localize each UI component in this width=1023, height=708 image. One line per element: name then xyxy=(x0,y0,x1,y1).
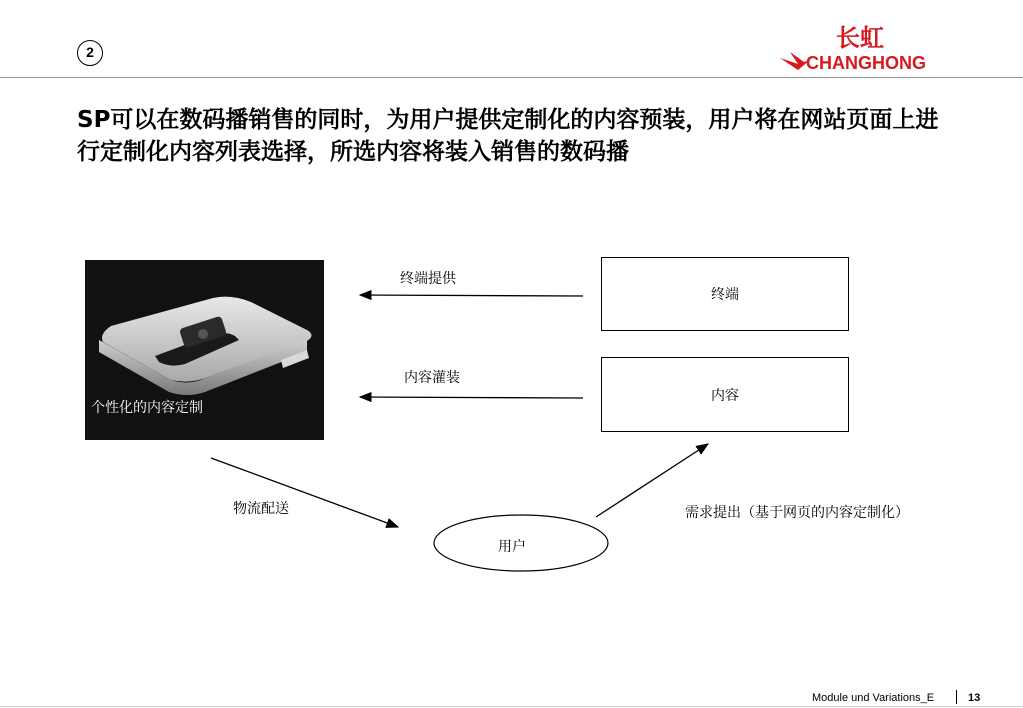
arrow-terminal-supply xyxy=(360,295,583,296)
slide-number-badge: 2 xyxy=(77,40,103,66)
logo-english-text: CHANGHONG xyxy=(806,53,926,73)
label-content-filling: 内容灌装 xyxy=(404,370,460,386)
label-terminal-supply: 终端提供 xyxy=(400,271,456,287)
footer-page-number: 13 xyxy=(968,692,981,704)
content-box-label: 内容 xyxy=(711,387,739,404)
footer-module-text: Module und Variations_E xyxy=(812,692,935,704)
label-logistics: 物流配送 xyxy=(233,501,289,517)
terminal-box-label: 终端 xyxy=(711,287,739,303)
footer-divider xyxy=(0,706,1023,707)
footer-separator xyxy=(956,690,957,704)
photo-caption: 个性化的内容定制 xyxy=(91,400,203,416)
slide-title: SP可以在数码播销售的同时，为用户提供定制化的内容预装，用户将在网站页面上进行定制化内容列表选择，所选内容将装入销售的数码播 xyxy=(77,107,939,165)
label-demand: 需求提出（基于网页的内容定制化） xyxy=(685,505,909,521)
logo-chinese-text: 长虹 xyxy=(836,24,884,52)
arrow-content-filling xyxy=(360,397,583,398)
user-label: 用户 xyxy=(498,539,526,555)
